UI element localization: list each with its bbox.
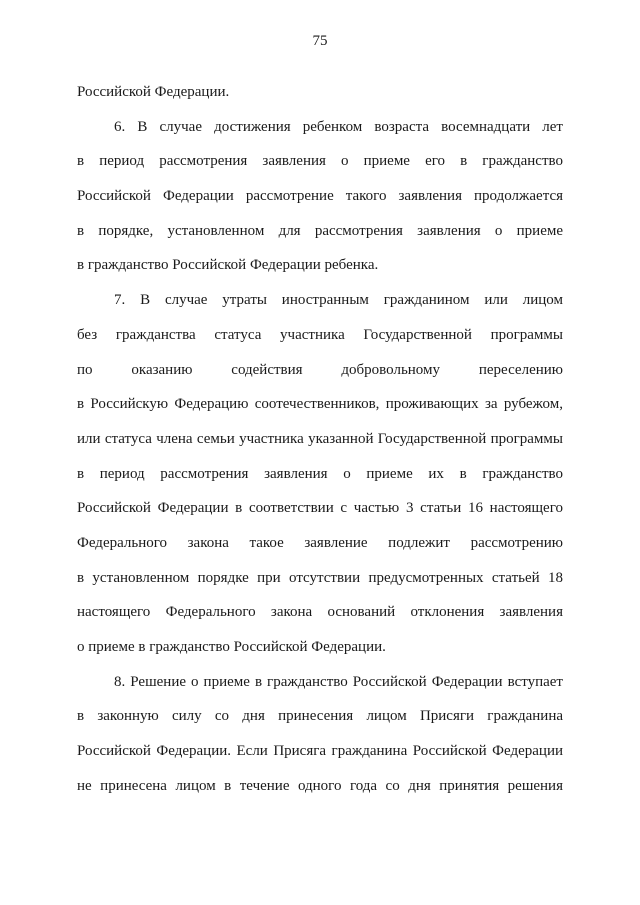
text-line: по оказанию содействия добровольному переселению [77,361,563,378]
text-line: о приеме в гражданство Российской Федерации. [77,639,386,655]
text-line: 7. В случае утраты иностранным гражданином или лицом [114,292,563,309]
text-line: в период рассмотрения заявления о приеме его в гражданство [77,153,563,170]
body-text [77,75,563,803]
text-line: в период рассмотрения заявления о приеме их в гражданство [77,465,563,482]
text-line: Российской Федерации рассмотрение такого заявления продолжается [77,188,563,205]
text-line: Российской Федерации в соответствии с частью 3 статьи 16 настоящего [77,500,563,517]
text-line: не принесена лицом в течение одного года со дня принятия решения [77,777,563,794]
page-number: 75 [312,33,328,49]
text-line: настоящего Федерального закона оснований отклонения заявления [77,604,563,621]
text-line: без гражданства статуса участника Государственной программы [77,326,563,343]
text-line: 6. В случае достижения ребенком возраста восемнадцати лет [114,118,563,135]
text-line: Российской Федерации. [77,84,230,100]
text-line: Российской Федерации. Если Присяга гражданина Российской Федерации [77,743,563,760]
text-line: 8. Решение о приеме в гражданство Российской Федерации вступает [114,673,563,690]
text-line: в гражданство Российской Федерации ребенка. [77,257,379,274]
text-line: в Российскую Федерацию соотечественников, проживающих за рубежом, [77,396,563,413]
text-line: в установленном порядке при отсутствии предусмотренных статьей 18 [77,569,563,586]
text-line: или статуса члена семьи участника указанной Государственной программы [77,430,563,447]
text-line: в порядке, установленном для рассмотрения заявления о приеме [77,222,563,239]
text-line: в законную силу со дня принесения лицом Присяги гражданина [77,708,563,725]
text-line: Федерального закона такое заявление подлежит рассмотрению [77,534,563,551]
